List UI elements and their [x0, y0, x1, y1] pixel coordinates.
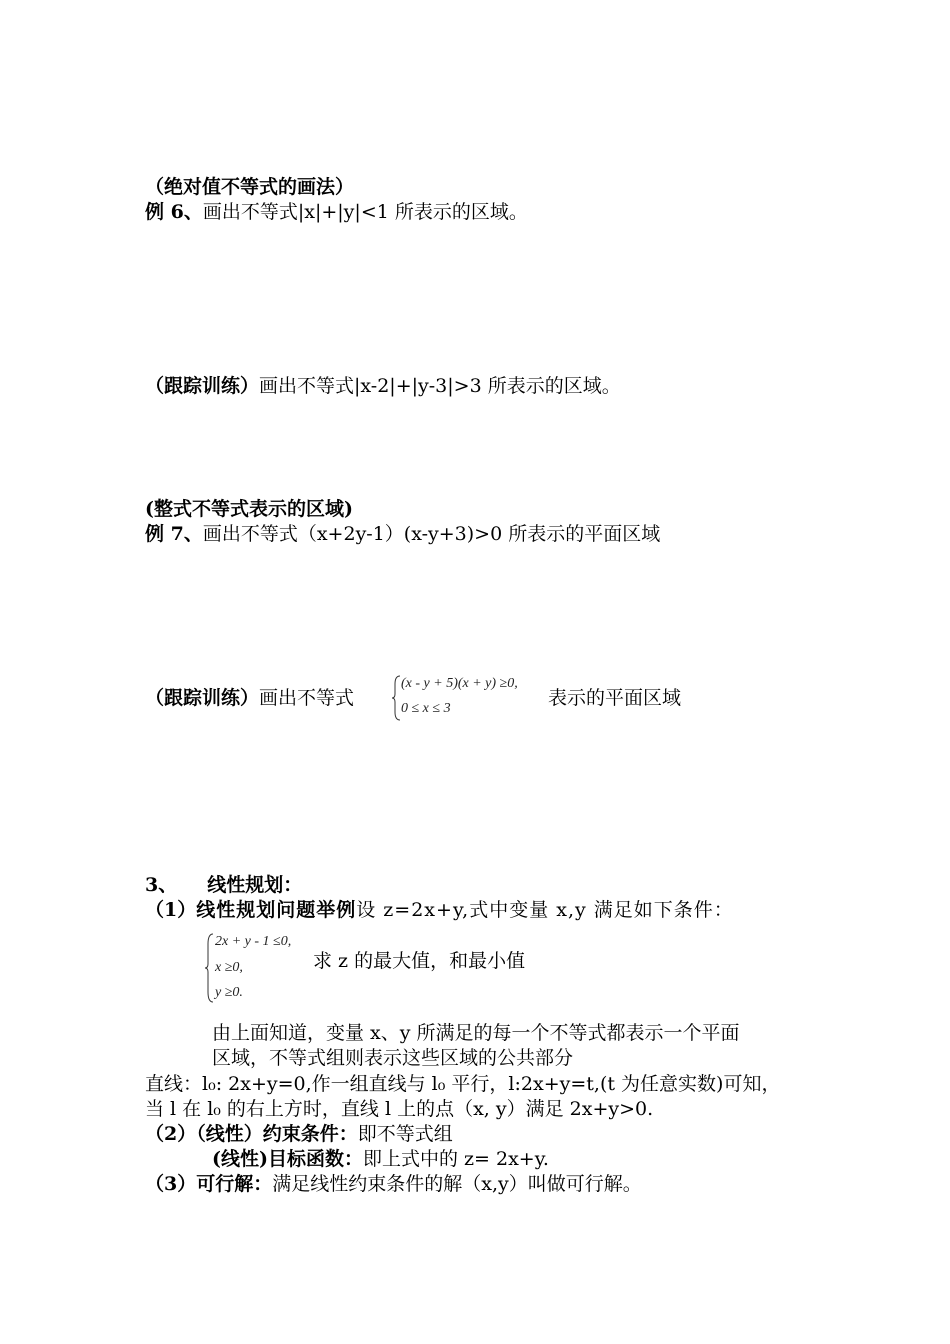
- paragraph-2-line-1: 直线：l₀: 2x+y=0,作一组直线与 l₀ 平行，l:2x+y=t,(t 为任意实数)可知，: [145, 1073, 781, 1095]
- section-heading-absolute: （绝对值不等式的画法）: [145, 176, 355, 198]
- example-6: [145, 200, 528, 224]
- example-7-label: 例 7、: [145, 523, 203, 545]
- tracking-text-suffix: 表示的平面区域: [548, 687, 682, 709]
- point-1-bold: 线性规划问题举例: [196, 899, 357, 921]
- section-heading-polynomial: (整式不等式表示的区域): [145, 498, 353, 520]
- constraint-row-3: y ≥0.: [215, 985, 243, 1000]
- tracking-label: （跟踪训练）: [145, 375, 260, 397]
- system-row-1: (x - y + 5)(x + y) ≥0,: [401, 676, 518, 691]
- tracking-label: （跟踪训练）: [145, 687, 260, 709]
- tracking-exercise-2: [145, 686, 354, 710]
- point-2-text: 即不等式组: [357, 1123, 453, 1145]
- tracking-text: 画出不等式|x-2|+|y-3|>3 所表示的区域。: [259, 375, 621, 397]
- paragraph-1-line-2: 区域，不等式组则表示这些区域的公共部分: [212, 1047, 574, 1069]
- point-2: [145, 1122, 453, 1146]
- paragraph-2-line-2: 当 l 在 l₀ 的右上方时，直线 l 上的点（x, y）满足 2x+y>0.: [145, 1098, 654, 1120]
- brace-icon: [205, 932, 215, 1004]
- point-1-label: （1）: [145, 899, 197, 921]
- example-6-text: 画出不等式|x|+|y|<1 所表示的区域。: [202, 201, 528, 223]
- constraint-row-1: 2x + y - 1 ≤0,: [215, 934, 292, 949]
- paragraph-1-line-1: 由上面知道，变量 x、y 所满足的每一个不等式都表示一个平面: [212, 1022, 740, 1044]
- constraint-row-2: x ≥0,: [215, 960, 243, 975]
- point-2-bold: （线性）约束条件：: [196, 1123, 358, 1145]
- section-3-number: 3、: [145, 874, 178, 896]
- section-3-heading: [145, 873, 302, 897]
- example-6-label: 例 6、: [145, 201, 203, 223]
- objective-bold: (线性)目标函数：: [212, 1148, 363, 1170]
- example-7: [145, 522, 660, 546]
- point-1-question: 求 z 的最大值，和最小值: [313, 950, 526, 972]
- example-7-text: 画出不等式（x+2y-1）(x-y+3)>0 所表示的平面区域: [202, 523, 661, 545]
- tracking-text: 画出不等式: [259, 687, 355, 709]
- system-row-2: 0 ≤ x ≤ 3: [401, 701, 451, 716]
- point-2-label: （2）: [145, 1123, 197, 1145]
- point-3-label: （3）: [145, 1173, 197, 1195]
- objective-text: 即上式中的 z= 2x+y.: [362, 1148, 549, 1170]
- point-3-text: 满足线性约束条件的解（x,y）叫做可行解。: [272, 1173, 642, 1195]
- point-1-text: 设 z=2x+y,式中变量 x,y 满足如下条件：: [356, 899, 734, 921]
- point-2-objective: [212, 1147, 549, 1171]
- tracking-exercise-1: [145, 374, 621, 398]
- point-1: [145, 898, 734, 922]
- section-3-title: 线性规划：: [207, 874, 303, 896]
- point-3: [145, 1172, 642, 1196]
- point-3-bold: 可行解：: [196, 1173, 273, 1195]
